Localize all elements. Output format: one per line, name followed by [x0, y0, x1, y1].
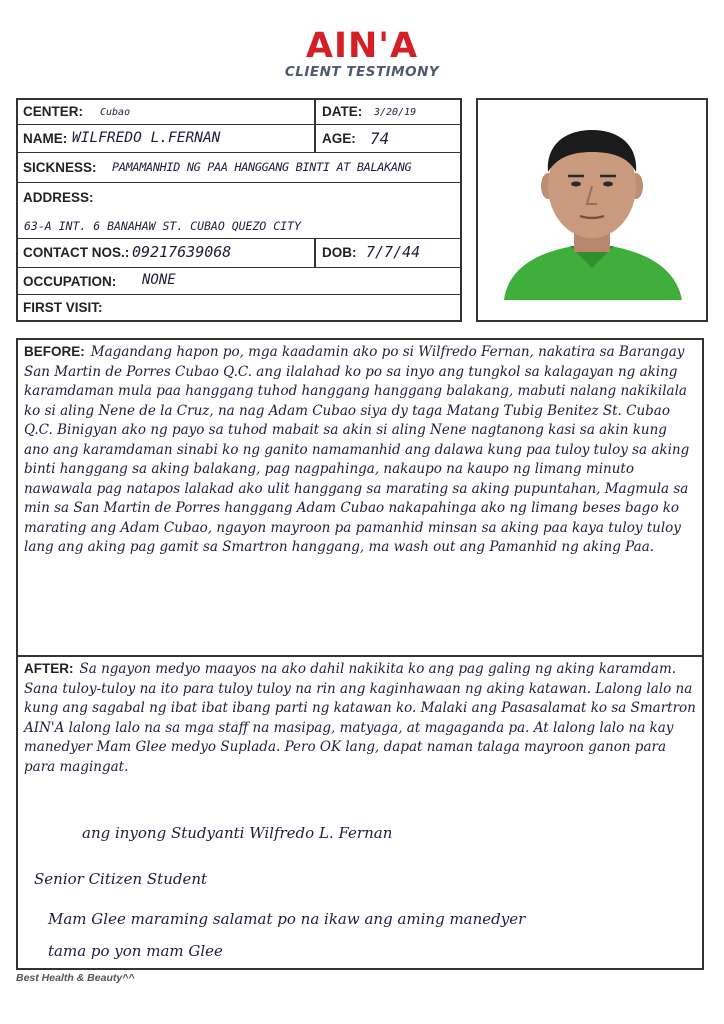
dob-value: 7/7/44 — [366, 243, 421, 261]
contact-label: CONTACT NOS.: — [23, 245, 130, 260]
after-section — [24, 659, 696, 777]
footer-tagline: Best Health & Beauty^^ — [16, 972, 135, 984]
section-divider — [18, 655, 702, 657]
divider — [314, 239, 316, 268]
after-label: AFTER: — [24, 661, 74, 676]
brand-logo: AIN'A — [305, 26, 419, 66]
after-text: Sa ngayon medyo maayos na ako dahil nakikita ko ang pag galing ng aking karamdam. Sana tuloy-tuloy na ito para tuloy tuloy na rin ang kaginhawaan ng aking katawan. Lalong lalo na kung ang sagabal ng ibat ibat ibang parti ng katawan ko. Malaki ang Pasasalamat ko sa Smartron AIN'A lalong lalo na sa mga staff na masipag, matyaga, at magaganda pa. At lalong lalo na kay manedyer Mam Glee medyo Suplada. Pero OK lang, dapat naman talaga mayroon ganon para para magingat. — [24, 661, 696, 775]
center-value: Cubao — [100, 107, 131, 118]
sickness-label: SICKNESS: — [23, 160, 97, 175]
first-visit-row — [18, 295, 460, 320]
closing-signature: ang inyong Studyanti Wilfredo L. Fernan — [82, 824, 393, 842]
name-age-row — [18, 125, 460, 153]
contact-dob-row — [18, 239, 460, 268]
client-photo — [478, 100, 706, 320]
client-photo-frame — [476, 98, 708, 322]
sickness-value: PAMAMANHID NG PAA HANGGANG BINTI AT BALAKANG — [112, 160, 412, 174]
name-label: NAME: — [23, 131, 68, 146]
date-label: DATE: — [322, 104, 363, 119]
center-date-row — [18, 100, 460, 125]
testimony-box — [16, 338, 704, 970]
page-subtitle: CLIENT TESTIMONY — [284, 64, 440, 80]
before-label: BEFORE: — [24, 344, 85, 359]
signoff-note: tama po yon mam Glee — [48, 942, 223, 960]
divider — [314, 100, 316, 125]
address-row — [18, 183, 460, 239]
age-value: 74 — [370, 129, 390, 148]
occupation-row — [18, 268, 460, 295]
address-value: 63-A INT. 6 BANAHAW ST. CUBAO QUEZO CITY — [24, 219, 301, 233]
thanks-note: Mam Glee maraming salamat po na ikaw ang aming manedyer — [48, 910, 526, 928]
client-role: Senior Citizen Student — [34, 870, 208, 888]
age-label: AGE: — [322, 131, 356, 146]
before-text: Magandang hapon po, mga kaadamin ako po si Wilfredo Fernan, nakatira sa Barangay San Martin de Porres Cubao Q.C. ang ilalahad ko po sa inyo ang tungkol sa kalagayan ng aking karamdaman mula paa hanggang tuhod hanggang hanggang balakang, mabuti nalang nakikilala ko si aling Nene de la Cruz, na nag Adam Cubao siya dy taga Matang Tubig Benitez St. Cubao Q.C. Binigyan ako ng payo sa tuhod mabait sa akin si aling Nene nagtanong kasi sa akin kung ano ang karamdaman sinabi ko ng ganito namamanhid ang dalawa kung paa tuloy tuloy sa aking binti hanggang sa aking balakang, pag nagpahinga, nakaupo na kaupo ng limang minuto nawawala pag natapos lalakad ako ulit hanggang sa marating sa aking pupuntahan, Magmula sa min sa San Martin de Porres hanggang Adam Cubao nakapahinga ako ng limang beses bago ko marating ang Adam Cubao, ngayon mayroon pa pamanhid minsan sa aking paa kaya tuloy tuloy lang ang aking pag gamit sa Smartron hanggang, ma wash out ang Pamanhid ng aking Paa. — [24, 344, 690, 555]
date-value: 3/20/19 — [374, 107, 417, 118]
divider — [314, 125, 316, 153]
first-visit-label: FIRST VISIT: — [23, 300, 103, 315]
occupation-label: OCCUPATION: — [23, 274, 117, 289]
sickness-row — [18, 153, 460, 183]
center-label: CENTER: — [23, 104, 83, 119]
contact-value: 09217639068 — [132, 243, 232, 261]
occupation-value: NONE — [142, 272, 176, 288]
client-info-form — [16, 98, 462, 322]
name-value: WILFREDO L.FERNAN — [72, 130, 221, 146]
before-section — [24, 342, 696, 558]
address-label: ADDRESS: — [23, 190, 94, 205]
dob-label: DOB: — [322, 245, 357, 260]
